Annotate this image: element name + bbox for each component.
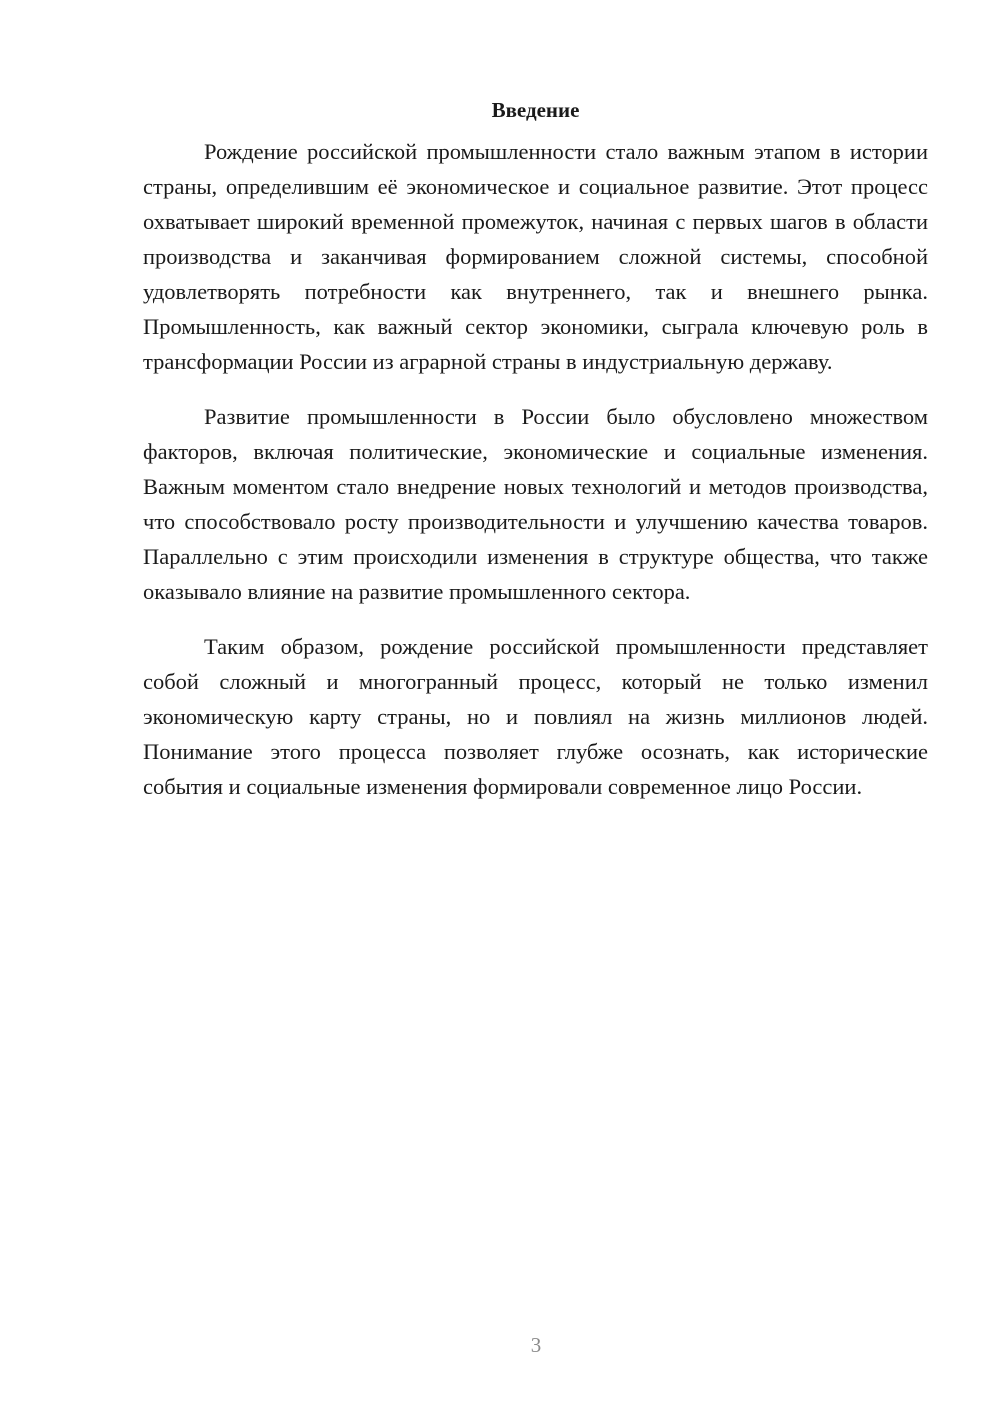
paragraph-1: Рождение российской промышленности стало важным этапом в истории страны, определившим её экономическое и социальное развитие. Этот процесс охватывает широкий временной промежуток, начиная с первых шагов в области производства и заканчивая формированием сложной системы, способной удовлетворять потребности как внутреннего, так и внешнего рынка. Промышленность, как важный сектор экономики, сыграла ключевую роль в трансформации России из аграрной страны в индустриальную державу. <box>143 139 928 374</box>
page-content <box>143 96 928 824</box>
paragraph-2: Развитие промышленности в России было обусловлено множеством факторов, включая политические, экономические и социальные изменения. Важным моментом стало внедрение новых технологий и методов производства, что способствовало росту производительности и улучшению качества товаров. Параллельно с этим происходили изменения в структуре общества, что также оказывало влияние на развитие промышленного сектора. <box>143 404 928 604</box>
paragraph-3: Таким образом, рождение российской промышленности представляет собой сложный и многогранный процесс, который не только изменил экономическую карту страны, но и повлиял на жизнь миллионов людей. Понимание этого процесса позволяет глубже осознать, как исторические события и социальные изменения формировали современное лицо России. <box>143 634 928 799</box>
section-heading: Введение <box>491 98 580 122</box>
page-number: 3 <box>530 1333 542 1357</box>
